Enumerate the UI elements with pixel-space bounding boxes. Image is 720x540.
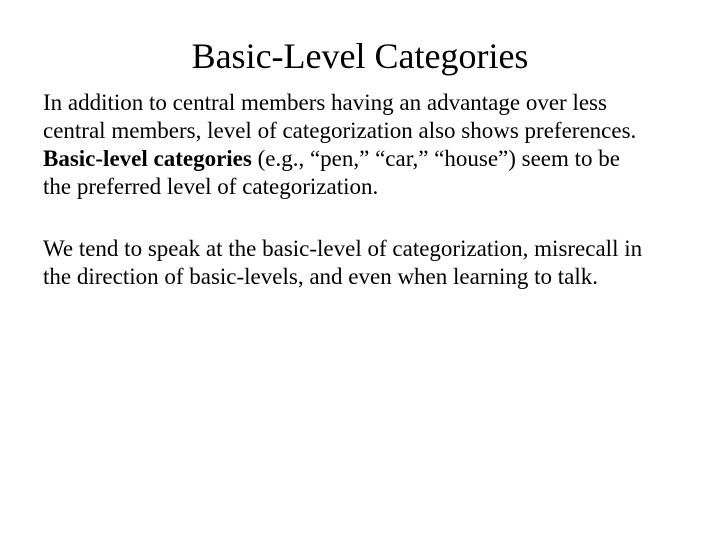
basic-level-term: Basic-level categories bbox=[43, 146, 252, 171]
slide-title: Basic-Level Categories bbox=[191, 36, 529, 76]
paragraph-central-members bbox=[43, 89, 693, 201]
text-line: We tend to speak at the basic-level of categorization, misrecall in bbox=[43, 236, 643, 261]
text-line: the preferred level of categorization. bbox=[43, 174, 379, 199]
text-line: the direction of basic-levels, and even when learning to talk. bbox=[43, 264, 598, 289]
examples-text: (e.g., “pen,” “car,” “house”) seem to be bbox=[251, 146, 621, 171]
paragraph-speaking bbox=[43, 235, 693, 291]
text-line: central members, level of categorization also shows preferences. bbox=[43, 118, 637, 143]
text-line bbox=[43, 145, 693, 173]
text-line: In addition to central members having an advantage over less bbox=[43, 90, 607, 115]
